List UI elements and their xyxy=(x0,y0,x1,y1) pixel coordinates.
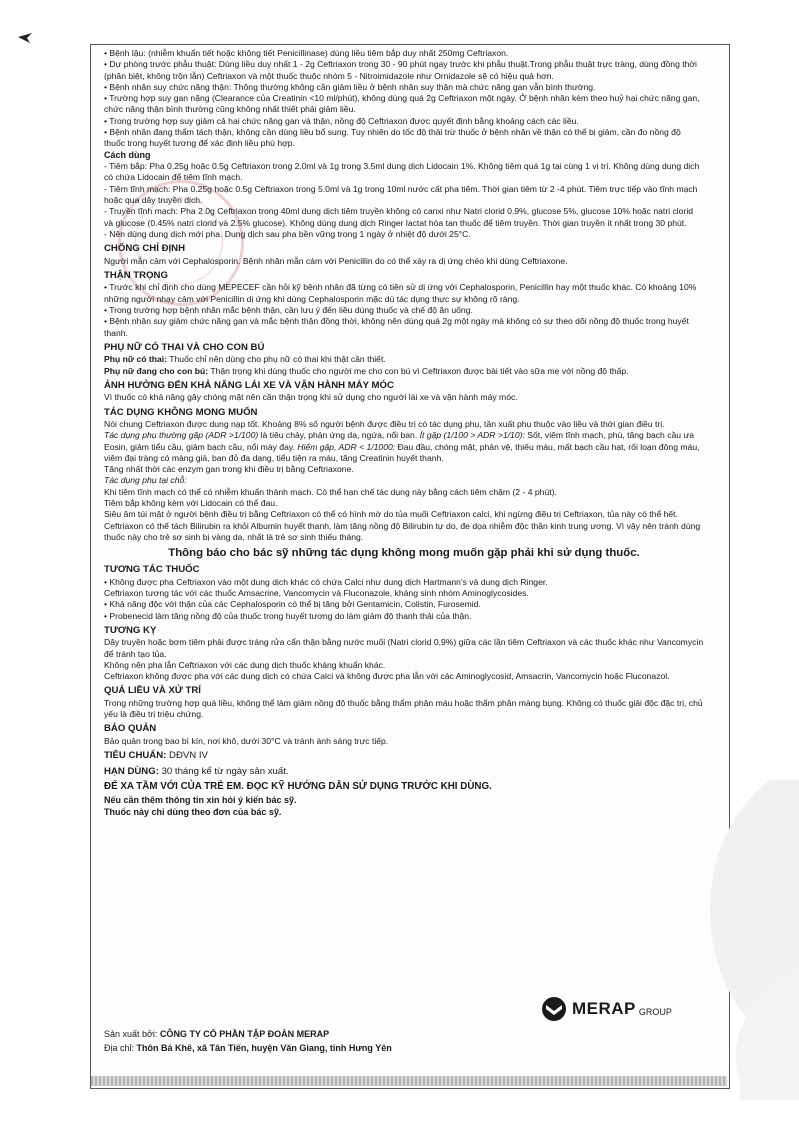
storage-heading: BẢO QUẢN xyxy=(104,723,157,735)
manufacturer-line xyxy=(104,1028,704,1040)
adverse-uncommon-text: Sốt, viêm tĩnh mạch, phù, tăng bạch cầu ưa Eosin, giảm tiểu cầu, giảm bạch cầu, nổi mày đay. xyxy=(104,430,694,452)
usage-item: - Truyền tĩnh mạch: Pha 2.0g Ceftriaxon trong 40ml dung dịch tiêm truyền không có canxi như Natri clorid 0.9%, glucose 5%, glucose 10% hoặc natri clorid và glucose (0.45% natri clorid và 2.5% glucose). Không dùng dung dịch Ringer lactat hòa tan thuốc để tiêm truyền. Thời gian truyền ít nhất trong 30 phút. xyxy=(104,206,694,228)
usage-item: - Tiêm tĩnh mạch: Pha 0.25g hoặc 0.5g Ceftriaxon trong 5.0ml và 1g trong 10ml nước cất pha tiêm. Thời gian tiêm từ 2 -4 phút. Tiêm trực tiếp vào tĩnh mạch hoặc qua dây truyền dịch. xyxy=(104,183,698,206)
contraindication-text: Người mẫn cảm với Cephalosporin. Bệnh nhân mẫn cảm với Penicillin do có thể xảy ra dị ứng chéo khi dùng Ceftriaxone. xyxy=(104,255,568,266)
dose-item: • Bệnh nhân đang thẩm tách thận, không cần dùng liều bổ sung. Tuy nhiên do tốc độ thải trừ thuốc ở bệnh nhân về thận có thể bị giảm, cần đo nồng độ thuốc trong huyết tương để xác định liều phù hợp. xyxy=(104,127,681,149)
adverse-local-item: Khi tiêm tĩnh mạch có thể có nhiễm khuẩn thành mạch. Có thể hạn chế tác dụng này bằng cách tiêm chậm (2 - 4 phút). xyxy=(104,486,557,497)
address-value: Thôn Bá Khê, xã Tân Tiến, huyện Văn Giang, tỉnh Hưng Yên xyxy=(136,1043,392,1053)
dose-item: • Trường hợp suy gan nặng (Clearance của Creatinin <10 ml/phút), không dùng quá 2g Ceftriaxon một ngày. Ở bệnh nhân kèm theo huỷ hại chức năng gan, chức năng thận bình thường cũng không nhất thiết phải giảm liều. xyxy=(104,93,700,115)
adverse-uncommon-label: Ít gặp (1/100 > ADR >1/10): xyxy=(419,430,525,441)
child-warning: ĐỂ XA TẦM VỚI CỦA TRẺ EM. ĐỌC KỸ HƯỚNG DẪN SỬ DỤNG TRƯỚC KHI DÙNG. xyxy=(104,780,492,792)
incompatibility-item: Không nên pha lẫn Ceftriaxon với các dung dịch thuốc kháng khuẩn khác. xyxy=(104,659,386,670)
caution-item: • Bệnh nhân suy giảm chức năng gan và mắc bệnh thận đồng thời, không nên dùng quá 2g một ngày mà không có sự theo dõi nồng độ thuốc trong huyết thanh. xyxy=(104,316,689,338)
contraindication-heading: CHỐNG CHỈ ĐỊNH xyxy=(104,243,186,255)
dose-item: • Bệnh lậu: (nhiễm khuẩn tiết hoặc không tiết Penicillinase) dùng liều tiêm bắp duy nhất 250mg Ceftriaxon. xyxy=(104,48,509,58)
adverse-enzyme: Tăng nhất thời các enzym gan trong khi điều trị bằng Ceftriaxone. xyxy=(104,464,354,475)
merap-logo-icon xyxy=(541,996,567,1022)
lactation-label: Phụ nữ đang cho con bú: xyxy=(104,365,209,376)
merap-logo xyxy=(541,994,672,1024)
standard-line xyxy=(104,750,704,762)
driving-heading: ẢNH HƯỞNG ĐẾN KHẢ NĂNG LÁI XE VÀ VẬN HÀNH MÁY MÓC xyxy=(104,379,394,391)
adverse-local-item: Ceftriaxon có thể tách Bilirubin ra khỏi Albumin huyết thanh, làm tăng nồng độ Bilirubin tự do, đe dọa nhiễm độc thần kinh trung ương. Vì vậy nên tránh dùng thuốc này cho trẻ sơ sinh bị vàng da, nhất là trẻ sơ sinh thiếu tháng. xyxy=(104,520,701,542)
report-notice: Thông báo cho bác sỹ những tác dụng không mong muốn gặp phải khi sử dụng thuốc. xyxy=(168,547,640,560)
incompatibility-item: Dây truyền hoặc bơm tiêm phải được tráng rửa cẩn thận bằng nước muối (Natri clorid 0,9%) giữa các lần tiêm Ceftriaxon và các thuốc khác như Vancomycin để tránh tạo tủa. xyxy=(104,637,704,659)
dose-item: • Trong trường hợp suy giảm cả hai chức năng gan và thận, nồng độ Ceftriaxon được quyết định bằng khoảng cách các liều. xyxy=(104,115,579,126)
leaflet-content xyxy=(104,48,704,818)
usage-heading: Cách dùng xyxy=(104,149,151,160)
bottom-scan-strip xyxy=(91,1076,727,1086)
adverse-frequency xyxy=(104,430,704,464)
incompatibility-heading: TƯƠNG KỴ xyxy=(104,624,157,636)
adverse-local-item: Tiêm bắp không kèm với Lidocain có thể đau. xyxy=(104,498,278,509)
dose-item: • Dự phòng trước phẫu thuật: Dùng liều duy nhất 1 - 2g Ceftriaxon trong 30 - 90 phút ngay trước khi phẫu thuật.Trong phẫu thuật trực tràng, dùng đồng thời (phân biệt, không trộn lẫn) Ceftriaxon và một thuốc thuộc nhóm 5 - Nitroimidazole như Ornidazole sẽ có hiệu quả hơn. xyxy=(104,59,697,81)
info-line: Nếu cần thêm thông tin xin hỏi ý kiến bác sỹ. xyxy=(104,795,297,806)
pregnancy-text: Thuốc chỉ nên dùng cho phụ nữ có thai khi thật cần thiết. xyxy=(167,354,386,365)
adverse-intro: Nói chung Ceftriaxon được dung nạp tốt. Khoảng 8% số người bệnh được điều trị có tác dụng phụ, tần xuất phụ thuộc vào liều và thời gian điều trị. xyxy=(104,418,665,429)
driving-text: Vì thuốc có khả năng gây chóng mặt nên cần thận trọng khi sử dụng cho người lái xe và vận hành máy móc. xyxy=(104,392,518,403)
interaction-item: Ceftriaxon tương tác với các thuốc Amsacrine, Vancomycin và Fluconazole, kháng sinh nhóm Aminoglycosides. xyxy=(104,587,529,598)
adverse-common-text: là tiêu chảy, phản ứng da, ngứa, nổi ban. xyxy=(258,430,420,441)
adverse-local-item: Siêu âm túi mật ở người bệnh điều trị bằng Ceftriaxon có thể có hình mờ do tủa muối Ceftriaxon calci, khi ngừng điều trị Ceftriaxon, tủa này có thể hết. xyxy=(104,509,678,520)
caution-item: • Trước khi chỉ định cho dùng MEPECEF cần hỏi kỹ bệnh nhân đã từng có tiền sử dị ứng với Cephalosporin, Penicillin hay một thuốc khác. Có khoảng 10% những người nhạy cảm với Penicillin dị ứng khi dùng Cephalosporin mặc dù tác dụng thực sự không rõ ràng. xyxy=(104,282,697,304)
caution-item: • Trong trường hợp bệnh nhân mắc bệnh thận, cần lưu ý đến liều dùng thuốc và chế độ ăn uống. xyxy=(104,304,473,315)
dose-item: • Bệnh nhân suy chức năng thận: Thông thường không cần giảm liều ở bệnh nhân suy thận mà chức năng gan vẫn bình thường. xyxy=(104,81,596,92)
expiry-value: 30 tháng kể từ ngày sản xuất. xyxy=(158,765,289,777)
adverse-rare-text: Đau đầu, chóng mặt, phản vệ, thiếu máu, mất bạch cầu hạt, rối loạn đông máu, viêm đại tràng có màng giả, ban đỏ đa dạng, tiểu tiện ra máu, tăng Creatinin huyết thanh. xyxy=(104,441,700,463)
interaction-item: • Khả năng độc với thận của các Cephalosporin có thể bị tăng bởi Gentamicin, Colistin, Furosemid. xyxy=(104,599,481,610)
overdose-heading: QUÁ LIỀU VÀ XỬ TRÍ xyxy=(104,685,201,697)
pregnancy-heading: PHỤ NỮ CÓ THAI VÀ CHO CON BÚ xyxy=(104,341,265,353)
standard-label: TIÊU CHUẨN: xyxy=(104,750,167,762)
corner-mark-icon xyxy=(16,28,34,46)
pregnancy-line xyxy=(104,354,704,365)
overdose-text: Trong những trường hợp quá liều, không thể làm giảm nồng độ thuốc bằng thẩm phân máu hoặc thẩm phân màng bụng. Không có thuốc giải độc đặc trị, chủ yếu là điều trị triệu chứng. xyxy=(104,697,703,720)
caution-heading: THẬN TRỌNG xyxy=(104,269,168,281)
adverse-rare-label: Hiếm gặp, ADR < 1/1000: xyxy=(297,441,396,452)
manufacturer-value: CÔNG TY CỔ PHẦN TẬP ĐOÀN MERAP xyxy=(159,1029,330,1039)
address-label: Địa chỉ: xyxy=(104,1043,137,1053)
manufacturer-block xyxy=(104,1028,704,1054)
storage-text: Bảo quản trong bao bì kín, nơi khô, dưới 30°C và tránh ánh sáng trực tiếp. xyxy=(104,735,389,746)
interaction-heading: TƯƠNG TÁC THUỐC xyxy=(104,564,200,576)
lactation-text: Thận trọng khi dùng thuốc cho người mẹ cho con bú vì Ceftriaxon được bài tiết vào sữa mẹ với nồng độ thấp. xyxy=(208,365,629,376)
logo-word: MERAP xyxy=(572,999,636,1018)
address-line xyxy=(104,1042,704,1054)
prescription-line: Thuốc này chỉ dùng theo đơn của bác sỹ. xyxy=(104,806,282,817)
interaction-item: • Không được pha Ceftriaxon vào một dung dịch khác có chứa Calci như dung dịch Hartmann's và dung dịch Ringer. xyxy=(104,576,548,587)
expiry-line xyxy=(104,766,704,778)
interaction-item: • Probenecid làm tăng nồng độ của thuốc trong huyết tương do làm giảm độ thanh thải của thận. xyxy=(104,610,472,621)
lactation-line xyxy=(104,366,704,377)
standard-value: DĐVN IV xyxy=(166,750,208,762)
logo-suffix: GROUP xyxy=(638,1006,672,1017)
usage-item: - Nên dùng dung dịch mới pha. Dung dịch sau pha bền vững trong 1 ngày ở nhiệt độ dưới 25°C. xyxy=(104,228,471,239)
expiry-label: HẠN DÙNG: xyxy=(104,765,159,777)
incompatibility-item: Ceftriaxon không được pha với các dung dịch có chứa Calci và không được pha lẫn với các Aminoglycosid, Amsacrin, Vancomycin hoặc Fluconazol. xyxy=(104,671,670,682)
usage-item: - Tiêm bắp: Pha 0.25g hoặc 0.5g Ceftriaxon trong 2.0ml và 1g trong 3.5ml dung dịch Lidocain 1%. Không tiêm quá 1g tại cùng 1 vị trí. Không dùng dung dịch có chứa Lidocain để tiêm tĩnh mạch. xyxy=(104,161,700,183)
adverse-common-label: Tác dụng phụ thường gặp (ADR >1/100) xyxy=(104,430,259,441)
pregnancy-label: Phụ nữ có thai: xyxy=(104,354,168,365)
adverse-local-label: Tác dụng phụ tại chỗ: xyxy=(104,475,187,486)
adverse-heading: TÁC DỤNG KHÔNG MONG MUỐN xyxy=(104,406,258,418)
manufacturer-label: Sản xuất bởi: xyxy=(104,1029,160,1039)
